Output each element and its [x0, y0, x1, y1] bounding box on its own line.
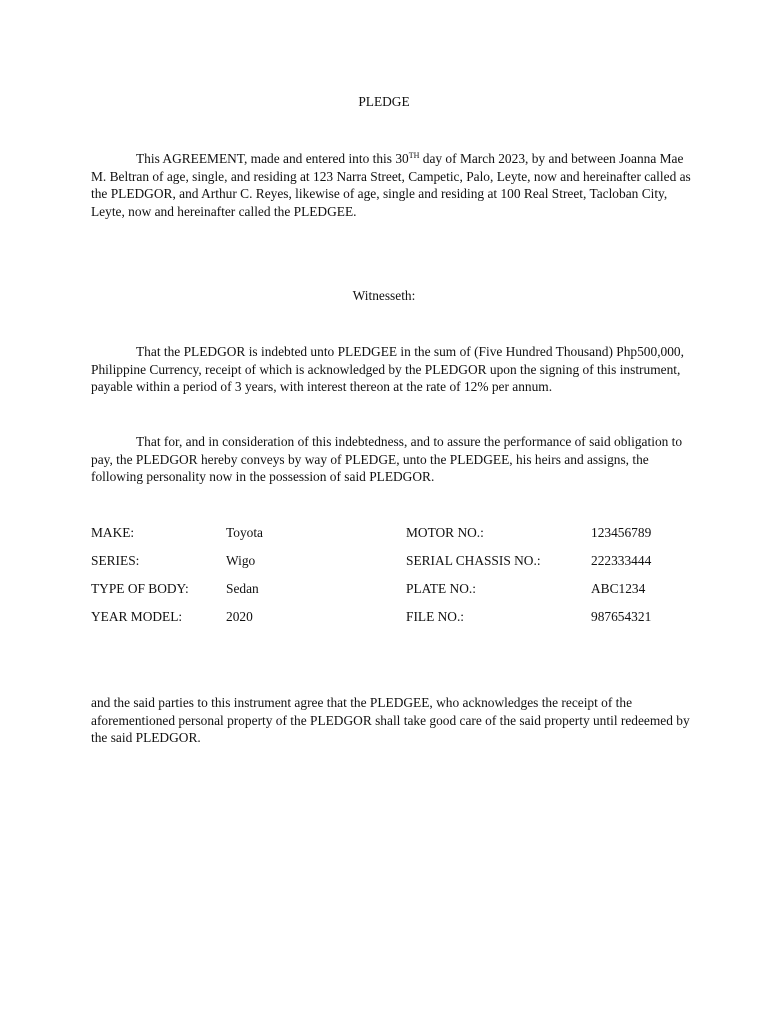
vehicle-value: 2020: [226, 609, 253, 624]
vehicle-label: SERIES:: [91, 553, 140, 568]
vehicle-row: [91, 552, 691, 580]
vehicle-value: Sedan: [226, 581, 259, 596]
vehicle-label: PLATE NO.:: [406, 581, 476, 596]
indebtedness-text: That the PLEDGOR is indebted unto PLEDGEE in the sum of (Five Hundred Thousand) Php500,000, Philippine Currency, receipt of which is acknowledged by the PLEDGOR upon the signing of this instrument, payable within a period of 3 years, with interest thereon at the rate of 12% per annum.: [91, 344, 684, 394]
agreement-text-end: day of March 2023, by and between Joanna Mae M. Beltran of age, single, and residing at 123 Narra Street, Campetic, Palo, Leyte, now and hereinafter called as the PLEDGOR, and Arthur C. Reyes, likewise of age, single and residing at 100 Real Street, Tacloban City, Leyte, now and hereinafter called the PLEDGEE.: [91, 151, 691, 219]
witnesseth-heading: Witnesseth:: [352, 288, 416, 303]
vehicle-label: YEAR MODEL:: [91, 609, 183, 624]
vehicle-details-table: [91, 524, 691, 636]
vehicle-value: Wigo: [226, 553, 256, 568]
vehicle-value: 987654321: [591, 609, 652, 624]
ordinal-suffix: TH: [408, 151, 420, 160]
indebtedness-paragraph: [91, 343, 691, 396]
vehicle-label: MAKE:: [91, 525, 135, 540]
vehicle-label: MOTOR NO.:: [406, 525, 484, 540]
consideration-paragraph: [91, 433, 691, 486]
vehicle-label: FILE NO.:: [406, 609, 465, 624]
consideration-text: That for, and in consideration of this indebtedness, and to assure the performance of said obligation to pay, the PLEDGOR hereby conveys by way of PLEDGE, unto the PLEDGEE, his heirs and assigns, the following personality now in the possession of said PLEDGOR.: [91, 434, 683, 484]
vehicle-label: SERIAL CHASSIS NO.:: [406, 553, 541, 568]
agreement-text-start: This AGREEMENT, made and entered into this 30: [136, 151, 409, 166]
document-title: PLEDGE: [358, 94, 410, 109]
agreement-paragraph: [91, 150, 691, 220]
vehicle-value: 222333444: [591, 553, 652, 568]
vehicle-row: [91, 608, 691, 636]
vehicle-value: ABC1234: [591, 581, 646, 596]
vehicle-value: Toyota: [226, 525, 263, 540]
vehicle-value: 123456789: [591, 525, 652, 540]
vehicle-label: TYPE OF BODY:: [91, 581, 189, 596]
vehicle-row: [91, 580, 691, 608]
custody-paragraph: and the said parties to this instrument agree that the PLEDGEE, who acknowledges the receipt of the aforementioned personal property of the PLEDGOR shall take good care of the said property until redeemed by the said PLEDGOR.: [91, 695, 690, 745]
vehicle-row: [91, 524, 691, 552]
